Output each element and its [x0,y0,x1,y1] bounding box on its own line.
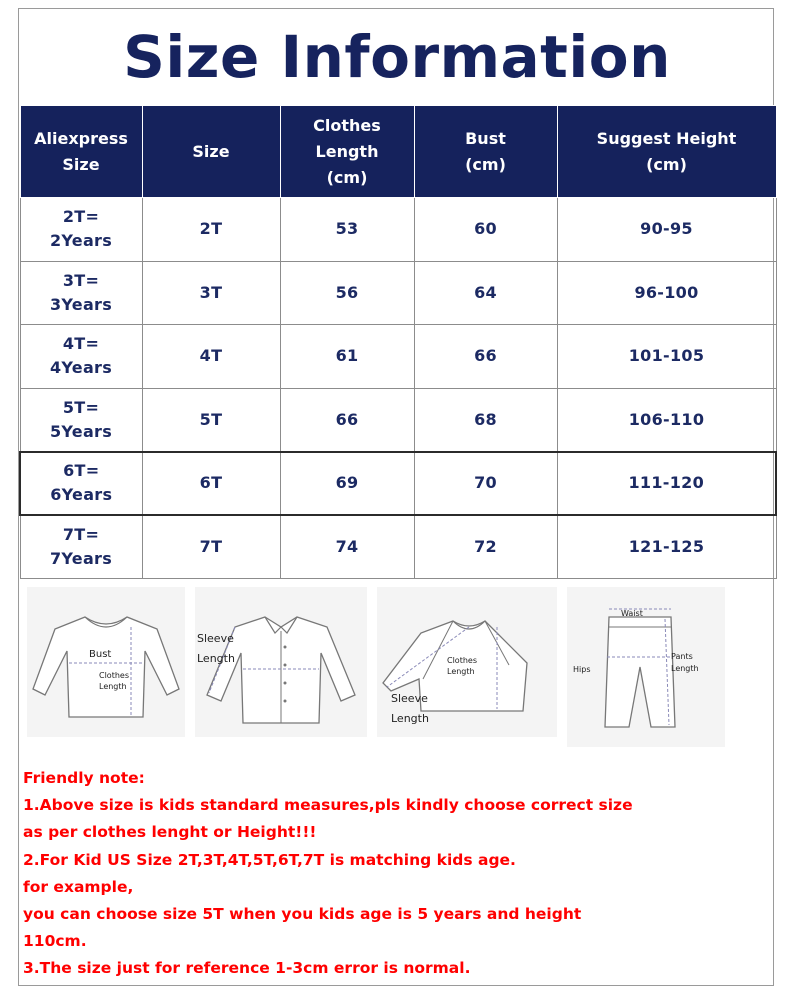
cell-bust: 60 [414,198,557,262]
pants-diagram [567,587,725,747]
cell-aliexpress-size: 5T= 5Years [20,388,142,452]
cell-bust: 70 [414,452,557,516]
friendly-note [23,765,763,983]
bust-label: Bust [89,649,112,660]
cell-size: 6T [142,452,280,516]
cell-bust: 68 [414,388,557,452]
table-header-row [20,106,776,198]
note-line: for example, [23,877,134,896]
cell-size: 5T [142,388,280,452]
table-row [20,198,776,262]
cell-aliexpress-size: 3T= 3Years [20,261,142,325]
cell-aliexpress-size: 2T= 2Years [20,198,142,262]
cell-suggest-height: 96-100 [557,261,776,325]
clothes-length-label: Clothes Length [447,656,477,676]
raglan-diagram [377,587,557,737]
pants-length-label: Pants Length [671,652,699,673]
cell-clothes-length: 56 [280,261,414,325]
table-row [20,515,776,579]
header-aliexpress-size: Aliexpress Size [20,106,142,198]
size-chart-frame [18,8,774,986]
shirt-diagram [195,587,367,737]
header-bust: Bust (cm) [414,106,557,198]
cell-clothes-length: 74 [280,515,414,579]
tshirt-diagram [27,587,185,737]
tshirt-icon [27,587,185,737]
cell-size: 3T [142,261,280,325]
header-suggest-height: Suggest Height (cm) [557,106,776,198]
clothes-length-label: Clothes Length [99,671,129,691]
note-line: 110cm. [23,932,87,951]
cell-aliexpress-size: 7T= 7Years [20,515,142,579]
cell-clothes-length: 61 [280,325,414,389]
cell-bust: 66 [414,325,557,389]
cell-clothes-length: 66 [280,388,414,452]
cell-suggest-height: 121-125 [557,515,776,579]
table-row [20,388,776,452]
cell-clothes-length: 53 [280,198,414,262]
cell-size: 4T [142,325,280,389]
table-row [20,325,776,389]
size-table [19,105,777,579]
note-line: 2.For Kid US Size 2T,3T,4T,5T,6T,7T is matching kids age. [23,850,516,869]
cell-size: 2T [142,198,280,262]
sleeve-length-label: Sleeve Length [197,632,235,665]
note-heading: Friendly note: [23,769,145,787]
waist-label: Waist [621,609,643,618]
table-row [20,452,776,516]
note-line: you can choose size 5T when you kids age is 5 years and height [23,905,582,924]
header-clothes-length: Clothes Length (cm) [280,106,414,198]
note-line: as per clothes lenght or Height!!! [23,823,317,842]
cell-clothes-length: 69 [280,452,414,516]
cell-suggest-height: 101-105 [557,325,776,389]
note-line: 3.The size just for reference 1-3cm error is normal. [23,959,471,978]
table-row [20,261,776,325]
measurement-diagrams [27,587,727,757]
cell-suggest-height: 90-95 [557,198,776,262]
cell-bust: 72 [414,515,557,579]
cell-suggest-height: 111-120 [557,452,776,516]
note-line: 1.Above size is kids standard measures,pls kindly choose correct size [23,796,633,815]
hips-label: Hips [573,665,591,674]
cell-aliexpress-size: 6T= 6Years [20,452,142,516]
cell-aliexpress-size: 4T= 4Years [20,325,142,389]
pants-icon [567,587,725,747]
cell-suggest-height: 106-110 [557,388,776,452]
page-title: Size Information [123,23,671,91]
cell-size: 7T [142,515,280,579]
header-size: Size [142,106,280,198]
sleeve-length-label: Sleeve Length [391,692,429,725]
cell-bust: 64 [414,261,557,325]
